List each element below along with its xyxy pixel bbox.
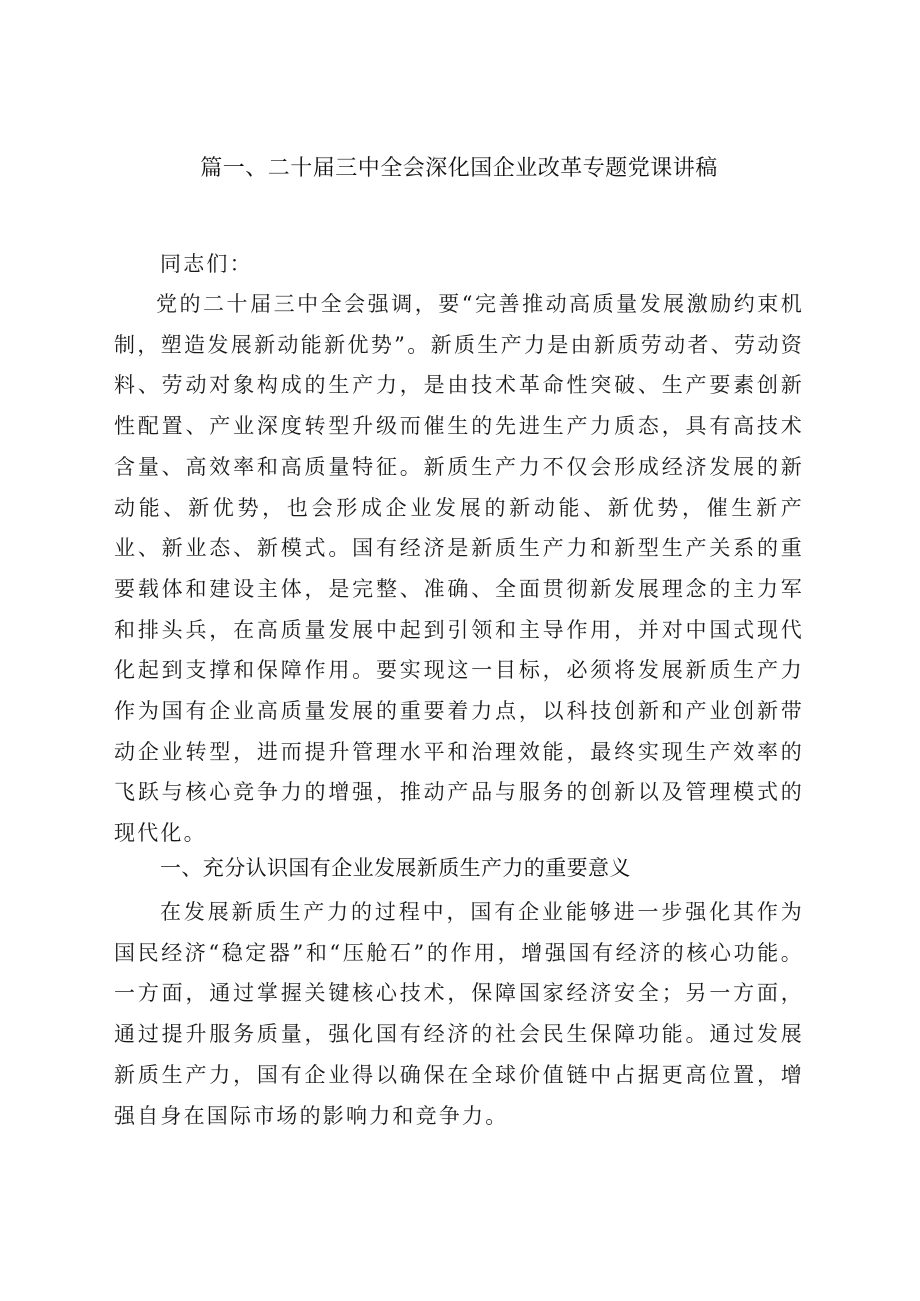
document-title: 篇一、二十届三中全会深化国企业改革专题党课讲稿 — [200, 156, 718, 181]
salutation: 同志们： — [160, 252, 253, 276]
paragraph: 党的二十届三中全会强调，要“完善推动高质量发展激励约束机制，塑造发展新动能新优势”。新质生产力是由新质劳动者、劳动资料、劳动对象构成的生产力，是由技术革命性突破、生产要素创新性配置、产业深度转型升级而催生的先进生产力质态，具有高技术含量、高效率和高质量特征。新质生产力不仅会形成经济发展的新动能、新优势，也会形成企业发展的新动能、新优势，催生新产业、新业态、新模式。国有经济是新质生产力和新型生产关系的重要载体和建设主体，是完整、准确、全面贯彻新发展理念的主力军和排头兵，在高质量发展中起到引领和主导作用，并对中国式现代化起到支撑和保障作用。要实现这一目标，必须将发展新质生产力作为国有企业高质量发展的重要着力点，以科技创新和产业创新带动企业转型，进而提升管理水平和治理效能，最终实现生产效率的飞跃与核心竞争力的增强，推动产品与服务的创新以及管理模式的现代化。 — [114, 292, 804, 846]
section-heading: 一、充分认识国有企业发展新质生产力的重要意义 — [160, 856, 631, 880]
paragraph: 在发展新质生产力的过程中，国有企业能够进一步强化其作为国民经济“稳定器”和“压舱石”的作用，增强国有经济的核心功能。一方面，通过掌握关键核心技术，保障国家经济安全；另一方面，通过提升服务质量，强化国有经济的社会民生保障功能。通过发展新质生产力，国有企业得以确保在全球价值链中占据更高位置，增强自身在国际市场的影响力和竞争力。 — [114, 900, 804, 1128]
